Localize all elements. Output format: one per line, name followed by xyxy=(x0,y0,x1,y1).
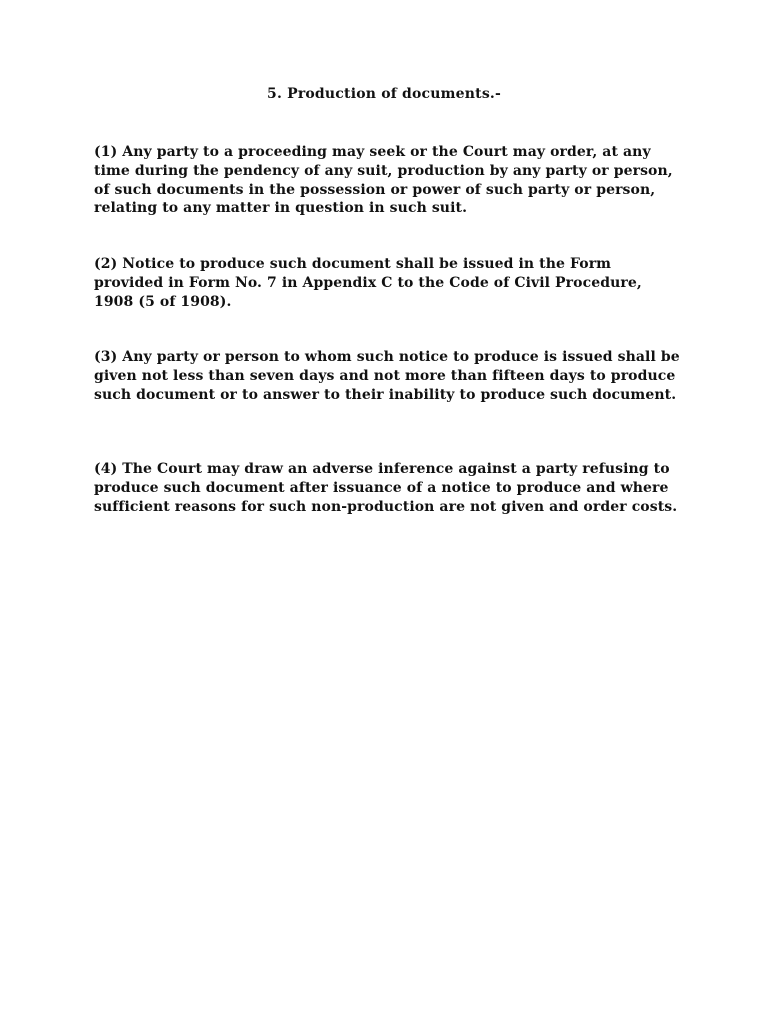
paragraph-1: (1) Any party to a proceeding may seek or the Court may order, at any time during the pendency of any suit, production by any party or person, of such documents in the possession or power of such party or person, relating to any matter in question in such suit. xyxy=(94,144,673,217)
paragraph-2: (2) Notice to produce such document shall be issued in the Form provided in Form No. 7 in Appendix C to the Code of Civil Procedure, 1908 (5 of 1908). xyxy=(94,256,642,310)
paragraph-3: (3) Any party or person to whom such notice to produce is issued shall be given not less than seven days and not more than fifteen days to produce such document or to answer to their inability to produce such document. xyxy=(94,349,680,403)
section-heading: 5. Production of documents.- xyxy=(267,86,501,102)
paragraph-4: (4) The Court may draw an adverse inference against a party refusing to produce such document after issuance of a notice to produce and where sufficient reasons for such non-production are not given and order costs. xyxy=(94,461,678,515)
